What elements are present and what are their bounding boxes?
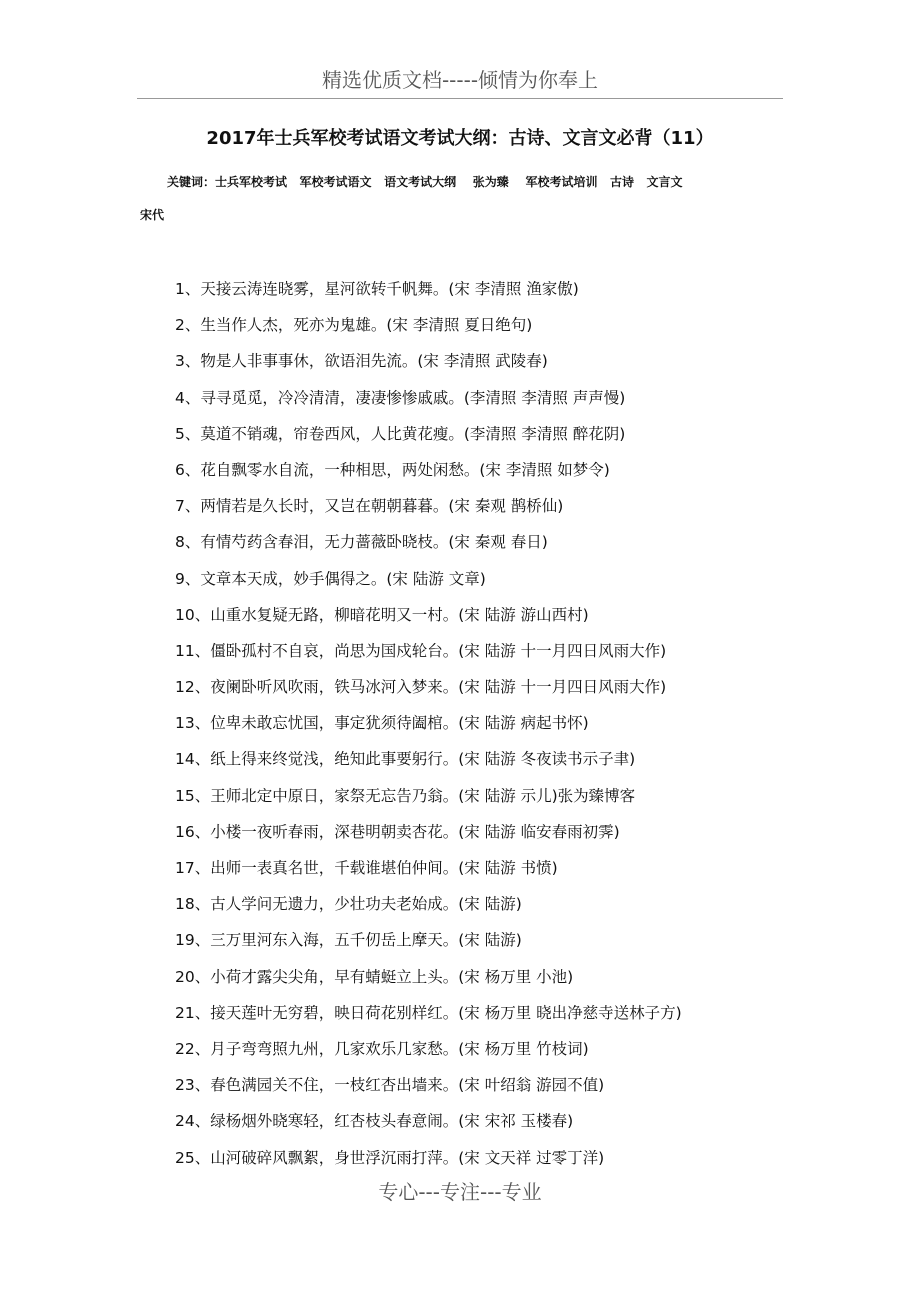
list-item: 9、文章本天成，妙手偶得之。(宋 陆游 文章)	[175, 569, 486, 588]
list-item: 22、月子弯弯照九州，几家欢乐几家愁。(宋 杨万里 竹枝词)	[175, 1039, 589, 1058]
list-item: 23、春色满园关不住，一枝红杏出墙来。(宋 叶绍翁 游园不值)	[175, 1076, 605, 1095]
document-title: 2017年士兵军校考试语文考试大纲：古诗、文言文必背（11）	[206, 128, 714, 149]
list-item: 16、小楼一夜听春雨，深巷明朝卖杏花。(宋 陆游 临安春雨初霁)	[175, 822, 620, 841]
list-item: 4、寻寻觅觅，冷冷清清，凄凄惨惨戚戚。(李清照 李清照 声声慢)	[175, 388, 626, 407]
list-item: 2、生当作人杰，死亦为鬼雄。(宋 李清照 夏日绝句)	[175, 316, 533, 335]
list-item: 7、两情若是久长时，又岂在朝朝暮暮。(宋 秦观 鹊桥仙)	[175, 497, 564, 516]
list-item: 24、绿杨烟外晓寒轻，红杏枝头春意闹。(宋 宋祁 玉楼春)	[175, 1112, 574, 1131]
list-item: 18、古人学问无遗力，少壮功夫老始成。(宋 陆游)	[175, 895, 522, 914]
list-item: 25、山河破碎风飘絮，身世浮沉雨打萍。(宋 文天祥 过零丁洋)	[175, 1148, 605, 1167]
list-item: 20、小荷才露尖尖角，早有蜻蜓立上头。(宋 杨万里 小池)	[175, 967, 574, 986]
list-item: 12、夜阑卧听风吹雨，铁马冰河入梦来。(宋 陆游 十一月四日风雨大作)	[175, 678, 667, 697]
list-item: 5、莫道不销魂，帘卷西风，人比黄花瘦。(李清照 李清照 醉花阴)	[175, 424, 626, 443]
list-item: 6、花自飘零水自流，一种相思，两处闲愁。(宋 李清照 如梦令)	[175, 460, 610, 479]
poem-list	[175, 278, 682, 1183]
keywords-line: 关键词：士兵军校考试 军校考试语文 语文考试大纲 张为臻 军校考试培训 古诗 文言文	[167, 175, 683, 189]
page-footer: 专心---专注---专业	[378, 1180, 542, 1204]
list-item: 19、三万里河东入海，五千仞岳上摩天。(宋 陆游)	[175, 931, 522, 950]
list-item: 3、物是人非事事休，欲语泪先流。(宋 李清照 武陵春)	[175, 352, 548, 371]
page-header: 精选优质文档-----倾情为你奉上	[321, 68, 599, 92]
list-item: 21、接天莲叶无穷碧，映日荷花别样红。(宋 杨万里 晓出净慈寺送林子方)	[175, 1003, 682, 1022]
header-divider	[137, 98, 783, 99]
list-item: 8、有情芍药含春泪，无力蔷薇卧晓枝。(宋 秦观 春日)	[175, 533, 548, 552]
list-item: 1、天接云涛连晓雾，星河欲转千帆舞。(宋 李清照 渔家傲)	[175, 280, 579, 298]
list-item: 17、出师一表真名世，千载谁堪伯仲间。(宋 陆游 书愤)	[175, 859, 558, 877]
list-item: 13、位卑未敢忘忧国，事定犹须待阖棺。(宋 陆游 病起书怀)	[175, 714, 589, 733]
list-item: 15、王师北定中原日，家祭无忘告乃翁。(宋 陆游 示儿)张为臻博客	[175, 786, 636, 805]
list-item: 14、纸上得来终觉浅，绝知此事要躬行。(宋 陆游 冬夜读书示子聿)	[175, 750, 636, 769]
keywords-line-continued: 宋代	[140, 208, 165, 222]
list-item: 10、山重水复疑无路，柳暗花明又一村。(宋 陆游 游山西村)	[175, 605, 589, 624]
list-item: 11、僵卧孤村不自哀，尚思为国戍轮台。(宋 陆游 十一月四日风雨大作)	[175, 641, 667, 660]
